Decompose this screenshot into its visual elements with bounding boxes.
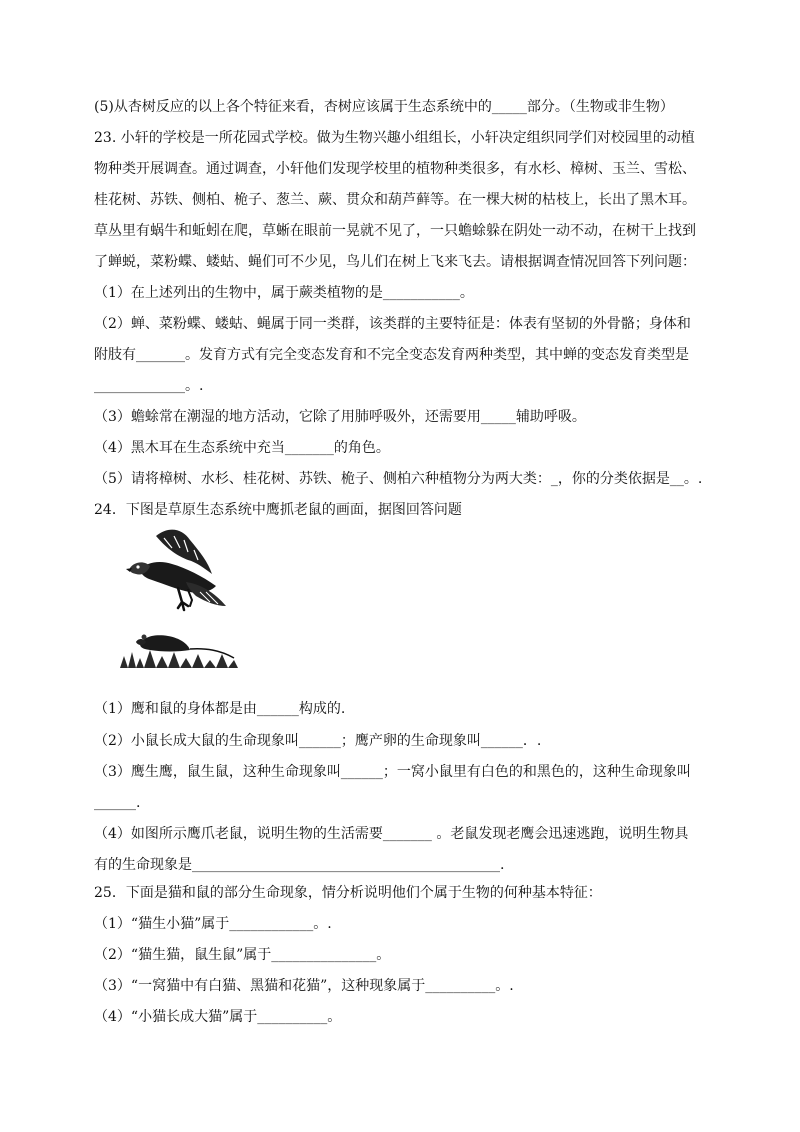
q23-sub-4: （4）黑木耳在生态系统中充当_______的角色。: [94, 440, 390, 456]
q23-sub-2-line-2: 附肢有_______。发育方式有完全变态发育和不完全变态发育两种类型，其中蝉的变态发育类型是: [94, 347, 689, 363]
q23-stem-line-2: 物种类开展调查。通过调查，小轩他们发现学校里的植物种类很多，有水杉、樟树、玉兰、雪松、: [94, 161, 696, 177]
eagle-mouse-illustration: [116, 522, 240, 672]
q24-stem: 24．下图是草原生态系统中鹰抓老鼠的画面，据图回答问题: [94, 502, 462, 518]
q25-sub-4: （4）“小猫长成大猫”属于__________。: [94, 1009, 342, 1025]
q25-sub-3: （3）“一窝猫中有白猫、黑猫和花猫”，这种现象属于__________。.: [94, 978, 514, 994]
q24-sub-1: （1）鹰和鼠的身体都是由______构成的.: [94, 701, 346, 717]
q23-sub-2-line-3: _____________。.: [94, 378, 204, 394]
q24-sub-2: （2）小鼠长成大鼠的生命现象叫______；鹰产卵的生命现象叫______．.: [94, 733, 542, 749]
q24-sub-3-line-2: ______.: [94, 795, 141, 811]
q23-sub-5: （5）请将樟树、水杉、桂花树、苏铁、桅子、侧柏六种植物分为两大类：_，你的分类依据是__。.: [94, 471, 703, 487]
q25-sub-1: （1）“猫生小猫”属于____________。.: [94, 916, 332, 932]
eagle-icon: [126, 530, 226, 610]
q23-stem-line-3: 桂花树、苏铁、侧柏、桅子、葱兰、蕨、贯众和葫芦藓等。在一棵大树的枯枝上，长出了黑木耳。: [94, 192, 696, 208]
q23-stem-line-4: 草丛里有蜗牛和蚯蚓在爬，草蜥在眼前一晃就不见了，一只蟾蜍躲在阴处一动不动，在树干上找到: [94, 223, 696, 239]
q24-sub-4-line-2: 有的生命现象是____________________________________________.: [94, 857, 505, 873]
q22-part5-line: (5)从杏树反应的以上各个特征来看，杏树应该属于生态系统中的_____部分。（生物或非生物）: [94, 99, 674, 115]
q24-sub-4-line-1: （4）如图所示鹰爪老鼠，说明生物的生活需要_______ 。老鼠发现老鹰会迅速逃跑，说明生物具: [94, 826, 689, 842]
q25-sub-2: （2）“猫生猫，鼠生鼠”属于_______________。: [94, 947, 391, 963]
q23-sub-1: （1）在上述列出的生物中，属于蕨类植物的是___________。: [94, 285, 474, 301]
q23-stem-line-5: 了蝉蜕，菜粉蝶、蝼蛄、蝇们可不少见，鸟儿们在树上飞来飞去。请根据调查情况回答下列问题：: [94, 254, 696, 270]
q23-sub-3: （3）蟾蜍常在潮湿的地方活动，它除了用肺呼吸外，还需要用_____辅助呼吸。: [94, 409, 586, 425]
q24-sub-3-line-1: （3）鹰生鹰，鼠生鼠，这种生命现象叫______；一窝小鼠里有白色的和黑色的，这种生命现象叫: [94, 764, 691, 780]
q25-stem: 25．下面是猫和鼠的部分生命现象，情分析说明他们个属于生物的何种基本特征：: [94, 885, 602, 901]
q23-sub-2-line-1: （2）蝉、菜粉蝶、蝼蛄、蝇属于同一类群，该类群的主要特征是：体表有坚韧的外骨骼；身体和: [94, 316, 691, 332]
eagle-mouse-figure: [116, 522, 240, 672]
q23-stem-line-1: 23. 小轩的学校是一所花园式学校。做为生物兴趣小组组长，小轩决定组织同学们对校园里的动植: [94, 130, 695, 146]
